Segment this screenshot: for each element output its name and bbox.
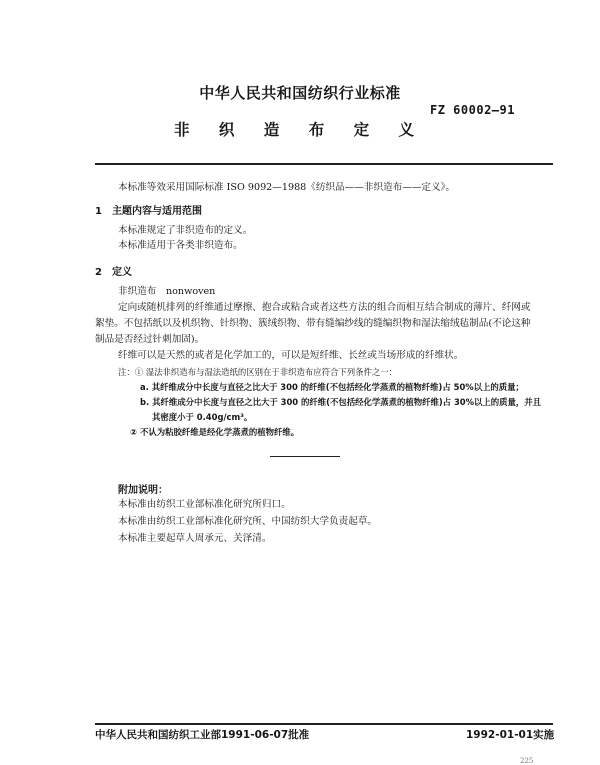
footer-rule [95, 723, 553, 725]
note-2: ② 不认为粘胶纤维是经化学蒸煮的植物纤维。 [130, 427, 300, 437]
approval-date: 中华人民共和国纺织工业部1991-06-07批准 [95, 729, 310, 741]
intro-paragraph: 本标准等效采用国际标准 ISO 9092—1988《纺织品——非织造布——定义》。 [118, 182, 455, 193]
section1-line: 本标准适用于各类非织造布。 [118, 240, 243, 251]
header-rule [95, 163, 553, 165]
note-item-a: a. 其纤维成分中长度与直径之比大于 300 的纤维(不包括经化学蒸煮的植物纤维)占 50%以上的质量； [140, 382, 524, 392]
note-item-b: b. 其纤维成分中长度与直径之比大于 300 的纤维(不包括经化学蒸煮的植物纤维)占 30%以上的质量，并且 [140, 397, 542, 407]
section1-line: 本标准规定了非织造布的定义。 [118, 225, 253, 236]
page-number: 225 [520, 757, 534, 765]
note-1: 注：① 湿法非织造布与湿法造纸的区别在于非织造布应符合下列条件之一： [118, 367, 398, 377]
document-title: 非 织 造 布 定 义 [174, 121, 426, 139]
section-divider [270, 456, 340, 457]
definition-line: 制品是否经过针刺加固)。 [95, 334, 205, 345]
fiber-line: 纤维可以是天然的或者是化学加工的，可以是短纤维、长丝或当场形成的纤维状。 [118, 350, 464, 361]
additional-line: 本标准由纺织工业部标准化研究所、中国纺织大学负责起草。 [118, 516, 378, 527]
term-line: 非织造布 nonwoven [118, 286, 216, 297]
additional-line: 本标准主要起草人周承元、关泽清。 [118, 533, 272, 544]
additional-heading: 附加说明： [118, 485, 168, 496]
section2-heading: 2 定义 [95, 267, 132, 278]
implementation-date: 1992-01-01实施 [466, 729, 555, 741]
additional-line: 本标准由纺织工业部标准化研究所归口。 [118, 499, 291, 510]
definition-line: 絮垫。不包括纸以及机织物、针织物、簇绒织物、带有缝编纱线的缝编织物和湿法缩绒毡制品(不论这种 [95, 318, 531, 329]
standard-category: 中华人民共和国纺织行业标准 [199, 84, 401, 102]
note-item-b-continued: 其密度小于 0.40g/cm³。 [152, 412, 253, 422]
section1-heading: 1 主题内容与适用范围 [95, 206, 202, 217]
standard-code: FZ 60002—91 [430, 103, 515, 117]
definition-line: 定向或随机排列的纤维通过摩擦、抱合或粘合或者这些方法的组合而相互结合制成的薄片、纤网或 [118, 302, 531, 313]
